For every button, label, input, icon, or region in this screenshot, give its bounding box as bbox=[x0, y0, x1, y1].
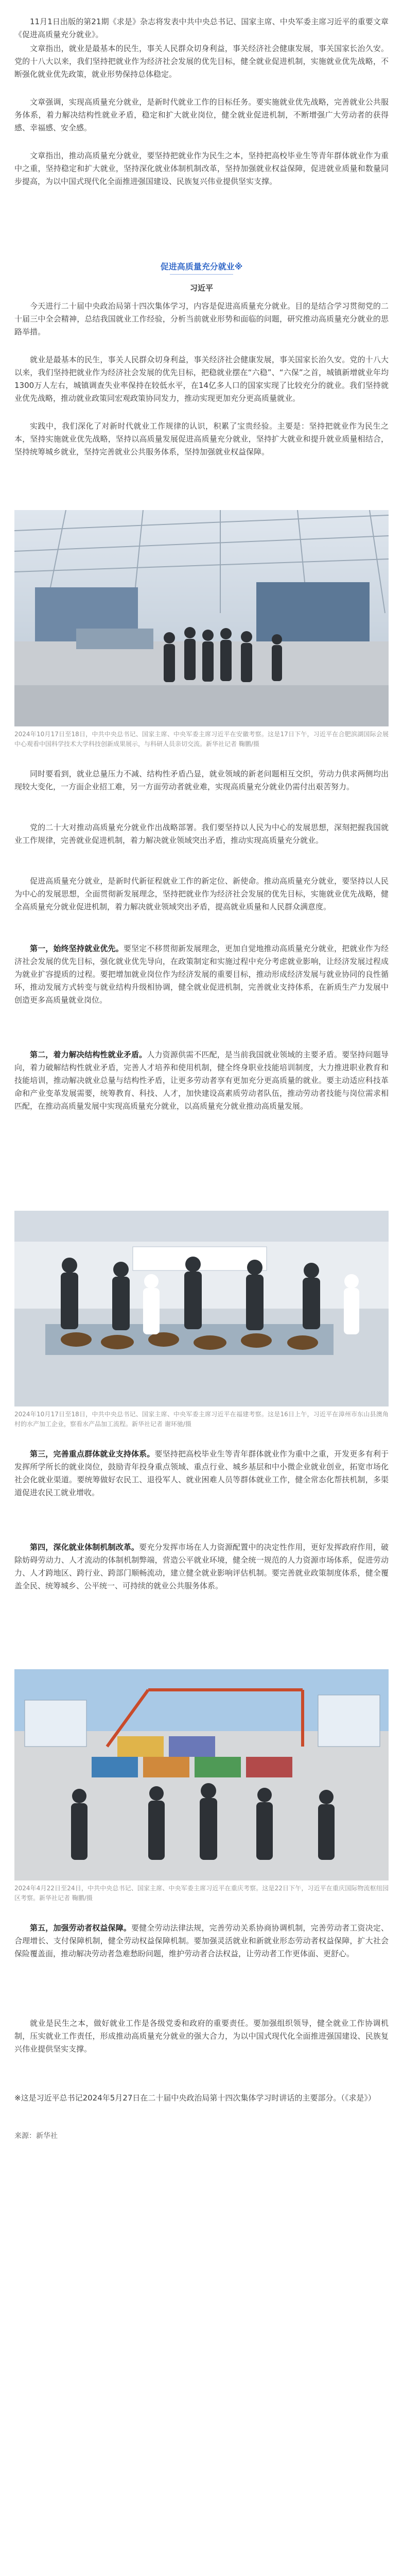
photo-logistics-hub bbox=[14, 1669, 389, 1880]
footnote: ※这是习近平总书记2024年5月27日在二十届中央政治局第十四次集体学习时讲话的主要部分。（《求是》） bbox=[14, 2093, 376, 2103]
point-three-paragraph bbox=[14, 1448, 389, 1538]
body-paragraph-1: 今天进行二十届中央政治局第十四次集体学习，内容是促进高质量充分就业。目的是结合学习贯彻党的二十届三中全会精神，总结我国就业工作经验，分析当前就业形势和面临的问题，研究推动高质量充分就业的思路举措。 bbox=[14, 301, 389, 336]
author-name: 习近平 bbox=[189, 283, 213, 293]
point-five-text: 要健全劳动法律法规，完善劳动关系协商协调机制，完善劳动者工资决定、合理增长、支付保障机制，健全劳动权益保障机制。要加强灵活就业和新就业形态劳动者权益保障，扩大社会保险覆盖面，推动解决劳动者急难愁盼问题，维护劳动者合法权益，让劳动者工作更体面、更舒心。 bbox=[14, 1923, 389, 1958]
source-line: 来源：新华社 bbox=[14, 2132, 58, 2140]
body-paragraph-5: 党的二十大对推动高质量充分就业作出战略部署。我们要坚持以人民为中心的发展思想，深刻把握我国就业工作规律，完善就业促进机制，着力解决就业领域突出矛盾，推动实现高质量充分就业。 bbox=[14, 823, 389, 845]
seafood-processing-image bbox=[14, 1211, 389, 1406]
point-four-lead: 第四，深化就业体制机制改革。 bbox=[30, 1543, 139, 1552]
summary-paragraph-1: 文章指出，就业是最基本的民生，事关人民群众切身利益，事关经济社会健康发展，事关国家长治久安。党的十八大以来，我们坚持把就业作为经济社会发展的优先目标，健全就业促进机制，实施就业优先战略，不断强化就业优先政策，就业形势保持总体稳定。 bbox=[14, 44, 389, 79]
point-one-text: 要坚定不移贯彻新发展理念，更加自觉地推动高质量充分就业，把就业作为经济社会发展的优先目标，强化就业优先导向，在政策制定和实施过程中充分考虑就业影响，让经济发展过程成为就业扩容提质的过程。要把增加就业岗位作为经济发展的重要目标，推动形成经济发展与就业协同的良性循环，推动发展方式转变与就业结构升级相协调，健全就业促进机制，完善就业支持体系，在新质生产力发展中创造更多高质量就业岗位。 bbox=[14, 944, 389, 1005]
point-five-paragraph bbox=[14, 1922, 389, 2012]
body-paragraph-2: 就业是最基本的民生，事关人民群众切身利益，事关经济社会健康发展，事关国家长治久安。党的十八大以来，我们坚持把就业作为经济社会发展的优先目标，把稳就业摆在“六稳”、“六保”之首，城镇新增就业年均1300万人左右，城镇调查失业率保持在较低水平，在14亿多人口的国家实现了比较充分的就业。我们坚持就业优先战略，推动就业政策同宏观政策协同发力，推动实现更加充分更高质量就业。 bbox=[14, 355, 389, 403]
point-two-text: 人力资源供需不匹配，是当前我国就业领域的主要矛盾。要坚持问题导向，着力破解结构性就业矛盾，完善人才培养和使用机制，健全终身职业技能培训制度，大力推进职业教育和技能培训，推动解决就业总量与结构性矛盾，让更多劳动者享有更加充分更高质量的就业。要主动适应科技革命和产业变革发展需要，统筹教育、科技、人才，加快建设高素质劳动者队伍，推动劳动者技能与岗位需求相匹配，在推动高质量发展中实现高质量充分就业，以高质量充分就业推动高质量发展。 bbox=[14, 1050, 389, 1111]
body-paragraph-6: 促进高质量充分就业，是新时代新征程就业工作的新定位、新使命。推动高质量充分就业，要坚持以人民为中心的发展思想，全面贯彻新发展理念，坚持把就业作为经济社会发展的优先目标，实施就业优先战略，健全高质量充分就业促进机制，着力解决就业领域突出矛盾，提高就业质量和人民群众满意度。 bbox=[14, 876, 389, 911]
point-three-lead: 第三，完善重点群体就业支持体系。 bbox=[30, 1449, 155, 1459]
point-five-lead: 第五，加强劳动者权益保障。 bbox=[30, 1923, 132, 1933]
photo-exhibition-hall bbox=[14, 510, 389, 726]
subtitle-divider bbox=[170, 274, 233, 275]
intro-paragraph: 11月1日出版的第21期《求是》杂志将发表中共中央总书记、国家主席、中央军委主席习近平的重要文章《促进高质量充分就业》。 bbox=[14, 17, 389, 39]
body-paragraph-4: 同时要看到，就业总量压力不减、结构性矛盾凸显，就业领域的新老问题相互交织，劳动力供求两侧均出现较大变化，一方面企业招工难，另一方面劳动者就业难，实现高质量充分就业仍需付出艰苦努力。 bbox=[14, 769, 389, 791]
photo-caption-2: 2024年10月17日至18日，中共中央总书记、国家主席、中央军委主席习近平在福建考察。这是16日上午，习近平在漳州市东山县澳角村的水产加工企业，察看水产品加工流程。新华社记者 谢环驰/摄 bbox=[14, 1411, 389, 1428]
point-one-paragraph bbox=[14, 942, 389, 1045]
body-paragraph-3: 实践中，我们深化了对新时代就业工作规律的认识，积累了宝贵经验。主要是：坚持把就业作为民生之本，坚持实施就业优先战略，坚持以高质量发展促进高质量充分就业，坚持扩大就业和提升就业质量相结合，坚持统筹城乡就业，坚持完善就业公共服务体系，坚持加强就业权益保障。 bbox=[14, 421, 389, 456]
point-one-lead: 第一，始终坚持就业优先。 bbox=[30, 944, 124, 953]
point-two-paragraph bbox=[14, 1048, 389, 1177]
point-three-text: 要坚持把高校毕业生等青年群体就业作为重中之重，开发更多有利于发挥所学所长的就业岗位，鼓励青年投身重点领域、重点行业、城乡基层和中小微企业就业创业，拓宽市场化社会化就业渠道。要统筹做好农民工、退役军人、就业困难人员等群体就业工作，健全常态化帮扶机制，多渠道促进农民工就业增收。 bbox=[14, 1449, 389, 1497]
summary-paragraph-2: 文章强调，实现高质量充分就业，是新时代就业工作的目标任务。要实施就业优先战略，完善就业公共服务体系，着力解决结构性就业矛盾，稳定和扩大就业岗位，健全就业促进机制，不断增强广大劳动者的获得感、幸福感、安全感。 bbox=[14, 97, 389, 132]
subtitle-text: 促进高质量充分就业 bbox=[160, 262, 235, 272]
closing-paragraph: 就业是民生之本，做好就业工作是各级党委和政府的重要责任。要加强组织领导，健全就业工作协调机制，压实就业工作责任，形成推动高质量充分就业的强大合力，为以中国式现代化全面推进强国建设、民族复兴伟业提供坚实支撑。 bbox=[14, 2019, 389, 2054]
photo-caption-3: 2024年4月22日至24日，中共中央总书记、国家主席、中央军委主席习近平在重庆考察。这是22日下午，习近平在重庆国际物流枢纽园区考察。新华社记者 鞠鹏/摄 bbox=[14, 1885, 389, 1902]
logistics-hub-image bbox=[14, 1669, 389, 1880]
summary-paragraph-3: 文章指出，推动高质量充分就业，要坚持把就业作为民生之本，坚持把高校毕业生等青年群体就业作为重中之重，坚持稳定和扩大就业，坚持深化就业体制机制改革，坚持加强就业权益保障，促进就业质量和数量同步提高，为以中国式现代化全面推进强国建设、民族复兴伟业提供坚实支撑。 bbox=[14, 151, 389, 186]
subtitle-mark: ※ bbox=[234, 262, 243, 272]
article-subtitle bbox=[0, 260, 403, 272]
exhibition-hall-image bbox=[14, 510, 389, 726]
photo-caption-1: 2024年10月17日至18日，中共中央总书记、国家主席、中央军委主席习近平在安徽考察。这是17日下午，习近平在合肥滨湖国际会展中心观看中国科学技术大学科技创新成果展示，与科研人员亲切交流。新华社记者 鞠鹏/摄 bbox=[14, 731, 389, 748]
point-four-text: 要充分发挥市场在人力资源配置中的决定性作用，更好发挥政府作用，破除妨碍劳动力、人才流动的体制机制弊端，营造公平就业环境，健全统一规范的人力资源市场体系，促进劳动力、人才跨地区、跨行业、跨部门顺畅流动，建立健全就业影响评估机制。要完善就业政策制度体系，健全覆盖全民、统筹城乡、公平统一、可持续的就业公共服务体系。 bbox=[14, 1543, 389, 1590]
point-two-lead: 第二，着力解决结构性就业矛盾。 bbox=[30, 1050, 147, 1059]
photo-seafood-processing bbox=[14, 1211, 389, 1406]
point-four-paragraph bbox=[14, 1541, 389, 1644]
